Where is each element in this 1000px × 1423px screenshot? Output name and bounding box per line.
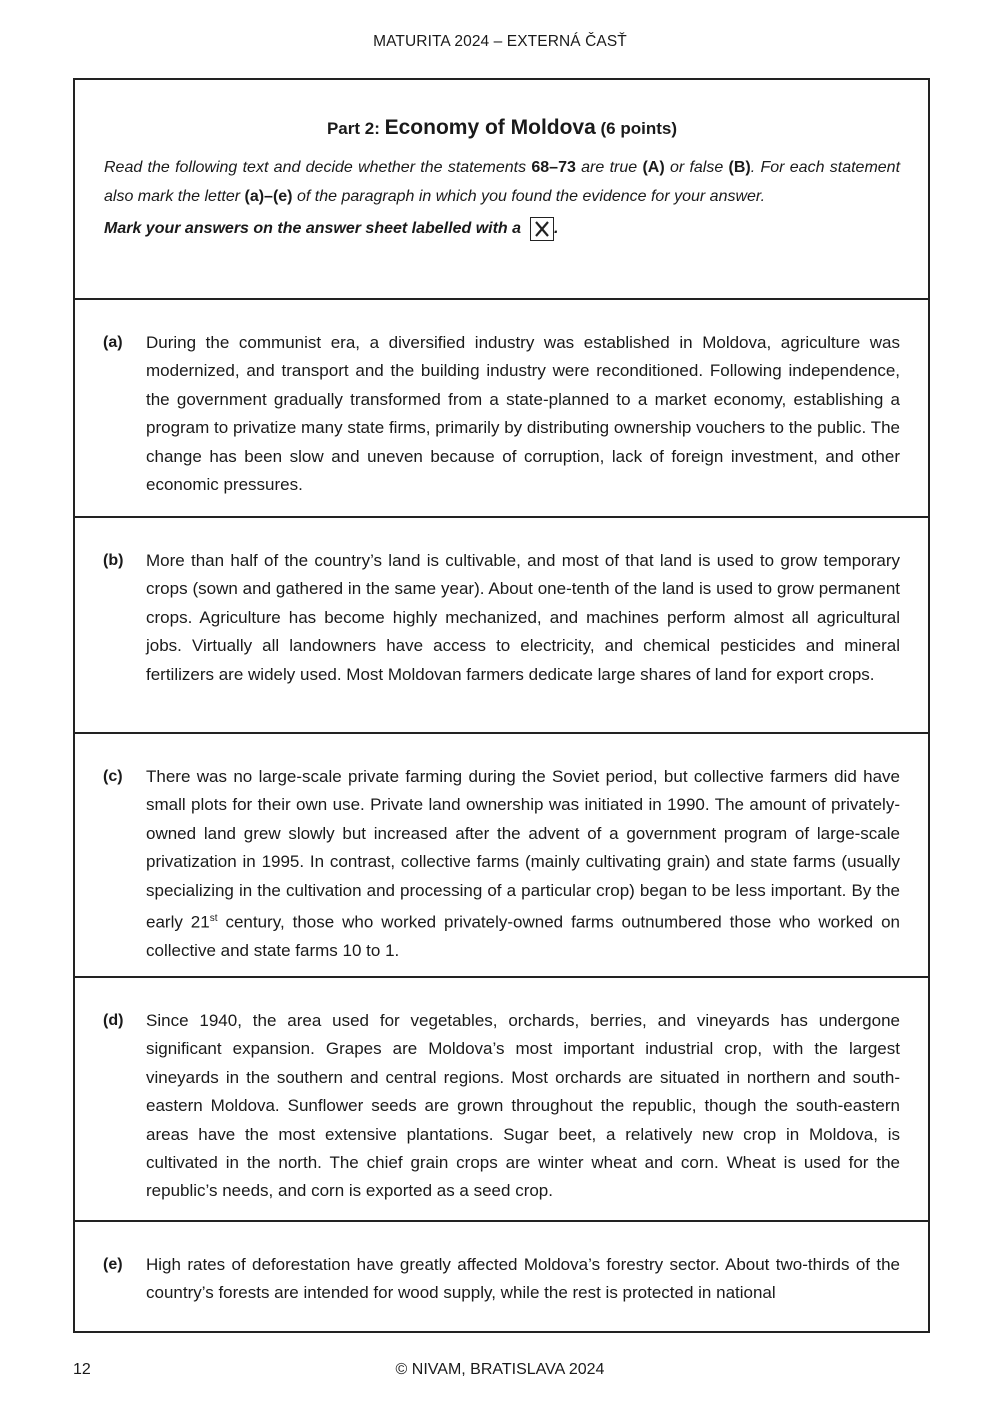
paragraph-text-part: There was no large-scale private farming during the Soviet period, but collective farmers did have small plots for their own use. Private land ownership was initiated in 1990. The amount of privately-owned land grew slowly but increased after the advent of a government program of large-scale privatization in 1995. In contrast, collective farms (mainly cultivating grain) and state farms (usually specializing in the cultivation and processing of a particular crop) began to be less important. By the early 21 [146, 767, 900, 932]
mark-instruction [104, 217, 900, 241]
instr-text-2: are true [575, 159, 643, 176]
true-letter: (A) [642, 159, 665, 176]
paragraph-letter: (a) [103, 334, 123, 351]
instr-text-4: . For each statement also mark the letter [104, 159, 901, 205]
paragraph-text: Since 1940, the area used for vegetables, orchards, berries, and vineyards has undergone significant expansion. Grapes are Moldova’s most important industrial crop, with the largest vineyards in the southern and central regions. Most orchards are situated in northern and south-eastern Moldova. Sunflower seeds are grown throughout the republic, though the south-eastern areas have the most extensive plantations. Sugar beet, a relatively new crop in Moldova, is cultivated in the north. The chief grain crops are winter wheat and corn. Wheat is used for the republic’s needs, and corn is exported as a seed crop. [146, 1011, 900, 1201]
part-title [104, 116, 900, 140]
instr-text-1: Read the following text and decide whether the statements [104, 159, 532, 176]
paragraph-a [75, 300, 928, 518]
page-footer: © NIVAM, BRATISLAVA 2024 [395, 1361, 605, 1378]
page-header: MATURITA 2024 – EXTERNÁ ČASŤ [373, 33, 627, 50]
paragraph-e [75, 1222, 928, 1329]
paragraph-text: High rates of deforestation have greatly affected Moldova’s forestry sector. About two-thirds of the country’s forests are intended for wood supply, while the rest is protected in national [146, 1255, 900, 1303]
instructions-text [104, 154, 900, 211]
paragraph-text [146, 763, 900, 976]
paragraph-text: During the communist era, a diversified industry was established in Moldova, agriculture was modernized, and transport and the building industry were reconditioned. Following independence, the government gradually transformed from a state-planned to a market economy, establishing a program to privatize many state firms, primarily by distributing ownership vouchers to the public. The change has been slow and uneven because of corruption, lack of foreign investment, and other economic pressures. [146, 333, 900, 495]
ordinal-superscript: st [209, 913, 218, 925]
paragraph-letter: (b) [103, 552, 124, 569]
exam-frame [73, 78, 930, 1333]
page-number: 12 [73, 1361, 91, 1378]
paragraph-letter: (d) [103, 1012, 124, 1029]
paragraph-text-part: century, those who worked privately-owned farms outnumbered those who worked on collective and state farms 10 to 1. [146, 912, 900, 961]
x-box-icon [530, 217, 554, 241]
statement-range: 68–73 [531, 159, 576, 176]
mark-end: . [554, 220, 559, 237]
part-points: (6 points) [595, 119, 678, 138]
paragraph-letter: (c) [103, 768, 123, 785]
instr-text-5: of the paragraph in which you found the evidence for your answer. [292, 187, 766, 205]
paragraph-letter: (e) [103, 1256, 123, 1273]
instr-text-3: or false [664, 159, 729, 176]
instructions-box [75, 80, 928, 300]
paragraph-c [75, 734, 928, 978]
paragraph-text: More than half of the country’s land is cultivable, and most of that land is used to grow temporary crops (sown and gathered in the same year). About one-tenth of the land is used to grow permanent crops. Agriculture has become highly mechanized, and machines perform almost all agricultural jobs. Virtually all landowners have access to electricity, and chemical pesticides and mineral fertilizers are widely used. Most Moldovan farmers dedicate large shares of land for export crops. [146, 551, 900, 684]
paragraph-d [75, 978, 928, 1222]
mark-text: Mark your answers on the answer sheet labelled with a [104, 220, 522, 237]
part-name: Economy of Moldova [384, 116, 596, 139]
paragraph-b [75, 518, 928, 734]
part-prefix: Part 2: [326, 119, 385, 138]
letter-range: (a)–(e) [244, 187, 293, 205]
false-letter: (B) [728, 159, 751, 176]
